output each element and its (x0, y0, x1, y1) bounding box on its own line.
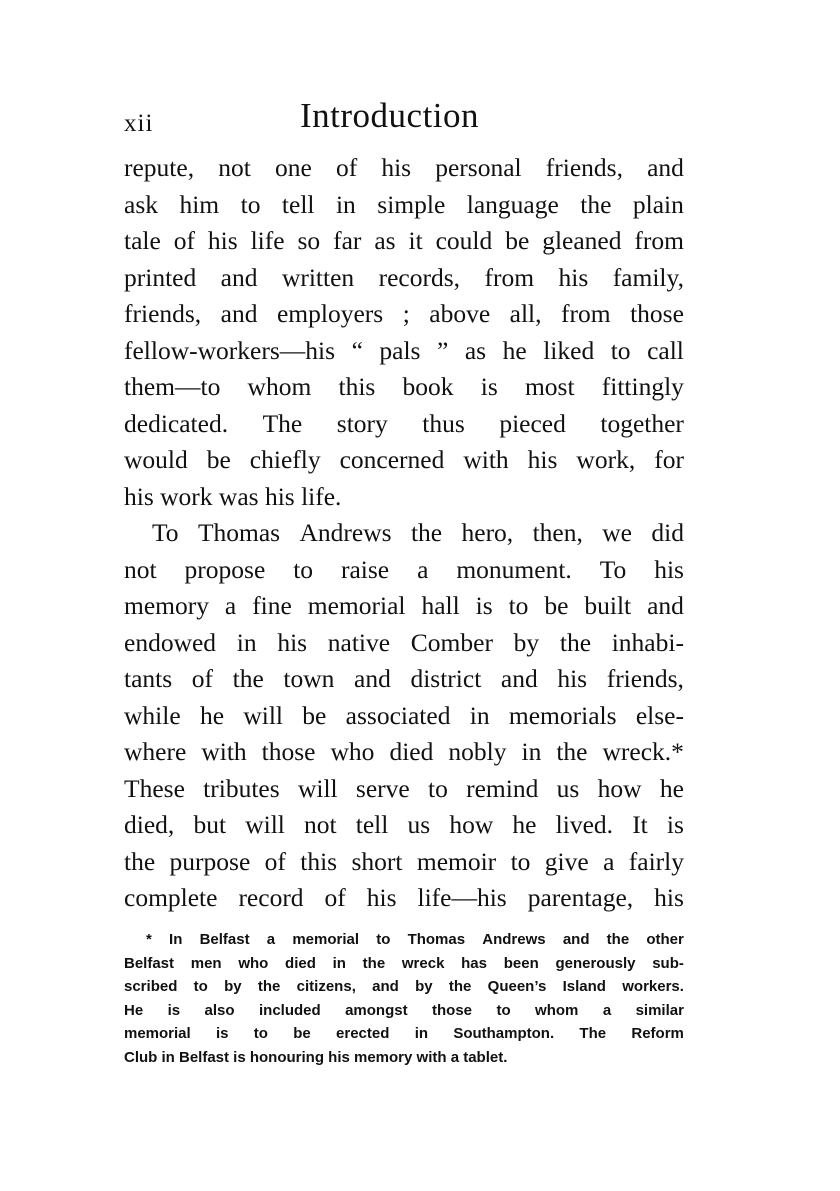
word: pals (379, 335, 421, 365)
word: will (243, 700, 283, 730)
word: tell (281, 189, 315, 219)
word: his (654, 554, 684, 584)
word: his (366, 883, 397, 912)
word: memory (124, 591, 209, 620)
word: how (449, 810, 494, 839)
word: whom (247, 372, 312, 401)
word: to (293, 554, 314, 584)
word: so (297, 226, 321, 255)
word: Thomas (407, 931, 466, 948)
word: native (327, 627, 391, 657)
body-line (124, 296, 684, 333)
word: lived. (555, 810, 614, 839)
body-line (124, 260, 684, 297)
word: “ (351, 335, 363, 365)
word: a (417, 554, 429, 584)
word: thus (422, 408, 465, 438)
word: work, (576, 445, 636, 474)
body-line (124, 515, 684, 552)
word: monument. (456, 554, 572, 584)
word: is (167, 1001, 181, 1019)
word: Queen’s (487, 978, 547, 995)
word: ; (402, 299, 410, 328)
word: he (502, 335, 527, 365)
word: The (579, 1025, 607, 1042)
word: to (253, 1025, 268, 1042)
word: be (206, 445, 231, 474)
word: Southampton. (453, 1025, 555, 1042)
page-number: xii (124, 110, 154, 137)
word: gleaned (542, 226, 622, 255)
word: friends, (545, 153, 623, 182)
word: the (410, 518, 443, 547)
word: has (461, 954, 487, 972)
word: and (372, 978, 399, 995)
word: is (475, 591, 493, 620)
word: us (556, 773, 580, 803)
word: is (480, 372, 498, 401)
word: built (584, 591, 632, 620)
running-head (124, 96, 684, 142)
word: Comber (410, 627, 493, 657)
word: parentage, (527, 883, 634, 912)
word: those (432, 1001, 473, 1019)
word: the (606, 931, 630, 948)
word: died (285, 954, 316, 972)
word: friends, (124, 299, 202, 328)
word: did (651, 518, 684, 547)
word: remind (466, 773, 539, 803)
word: tale (124, 226, 161, 255)
word: Belfast (124, 954, 175, 972)
word: pieced (499, 408, 566, 438)
word: employers (276, 299, 384, 328)
word: Island (562, 978, 606, 995)
word: the (124, 846, 156, 876)
word: printed (124, 262, 197, 292)
word: the (362, 954, 386, 972)
word: to (428, 773, 448, 803)
footnote-line: Club in Belfast is honouring his memory with a tablet. (124, 1048, 508, 1066)
word: and (647, 153, 684, 182)
word: tell (355, 810, 389, 839)
word: simple (377, 189, 446, 219)
word: erected (336, 1025, 390, 1042)
word: be (302, 700, 327, 730)
word: endowed (124, 627, 217, 657)
word: a (602, 1001, 612, 1019)
word: repute, (124, 153, 195, 182)
word: his (277, 627, 308, 657)
footnote-line (124, 1022, 684, 1046)
word: we (602, 518, 632, 547)
word: far (333, 226, 362, 255)
word: of (173, 226, 195, 255)
word: purpose (169, 846, 251, 876)
word: dedicated. (124, 408, 229, 438)
word: record (238, 883, 304, 912)
body-line (124, 150, 684, 187)
body-line (124, 369, 684, 406)
word: his (381, 153, 412, 182)
word: family, (612, 262, 684, 292)
word: book (402, 372, 454, 401)
word: town (283, 664, 335, 693)
footnote (124, 928, 684, 1069)
word: To (152, 518, 179, 547)
word: how (597, 773, 642, 803)
word: died (389, 737, 434, 766)
word: included (258, 1001, 321, 1019)
word: as (464, 335, 487, 365)
word: the (232, 664, 264, 693)
word: with (463, 445, 509, 474)
word: Andrews (299, 518, 392, 547)
word: district (410, 664, 482, 693)
word: from (484, 262, 535, 292)
body-line (124, 406, 684, 443)
word: Andrews (482, 931, 546, 948)
running-title: Introduction (300, 96, 480, 135)
word: in (414, 1025, 429, 1042)
word: and (220, 299, 258, 328)
word: the (448, 978, 472, 995)
footnote-line (124, 999, 684, 1023)
body-line: his work was his life. (124, 481, 342, 511)
word: associated (345, 700, 451, 730)
body-line (124, 333, 684, 370)
word: them—to (124, 372, 221, 401)
word: fittingly (601, 372, 684, 401)
word: in (521, 737, 542, 766)
word: where (124, 737, 187, 766)
word: in (332, 954, 346, 972)
word: to (496, 1001, 511, 1019)
word: wreck (401, 954, 445, 972)
word: and (500, 664, 538, 693)
word: is (666, 810, 684, 839)
word: his (207, 226, 238, 255)
word: in (335, 189, 356, 219)
word: be (293, 1025, 311, 1042)
word: then, (532, 518, 583, 547)
word: of (191, 664, 214, 693)
word: nobly (448, 737, 507, 766)
word: tributes (203, 773, 280, 803)
word: personal (435, 153, 522, 182)
word: the (257, 978, 281, 995)
word: else- (635, 700, 684, 730)
word: short (351, 846, 403, 876)
word: is (215, 1025, 229, 1042)
word: wreck.* (602, 737, 684, 766)
body-line (124, 588, 684, 625)
word: chiefly (249, 445, 321, 474)
word: of (264, 846, 286, 876)
word: also (204, 1001, 235, 1019)
word: his (557, 664, 588, 693)
word: ” (437, 335, 449, 365)
word: friends, (606, 664, 684, 693)
word: in (236, 627, 257, 657)
word: not (218, 153, 251, 182)
word: call (647, 335, 684, 365)
word: scribed (124, 978, 178, 995)
word: but (193, 810, 227, 839)
word: generously (555, 954, 636, 972)
word: concerned (339, 445, 445, 474)
body-line (124, 223, 684, 260)
word: will (297, 773, 338, 803)
word: life—his (417, 883, 507, 912)
word: a (603, 846, 615, 876)
word: this (338, 372, 376, 401)
word: for (654, 445, 684, 474)
word: with (201, 737, 247, 766)
word: fellow-workers—his (124, 335, 336, 365)
word: the (559, 627, 592, 657)
word: memoir (416, 846, 497, 876)
word: plain (632, 189, 684, 219)
word: those (630, 299, 684, 328)
word: of (335, 153, 358, 182)
word: a (266, 931, 276, 948)
word: he (199, 700, 225, 730)
word: the (556, 737, 588, 766)
word: his (558, 262, 589, 292)
word: together (600, 408, 684, 438)
body-line (124, 771, 684, 808)
word: The (262, 408, 303, 438)
word: raise (340, 554, 390, 584)
word: by (513, 627, 540, 657)
word: citizens, (296, 978, 356, 995)
word: similar (635, 1001, 684, 1019)
word: liked (543, 335, 595, 365)
body-line (124, 552, 684, 589)
word: Belfast (199, 931, 250, 948)
footnote-line (124, 928, 684, 952)
word: other (646, 931, 684, 948)
word: the (580, 189, 612, 219)
body-line (124, 807, 684, 844)
word: not (124, 554, 157, 584)
word: he (659, 773, 684, 803)
word: and (354, 664, 391, 693)
word: These (124, 773, 185, 803)
word: hero, (461, 518, 514, 547)
word: to (240, 189, 261, 219)
word: will (245, 810, 285, 839)
word: above (429, 299, 491, 328)
body-line (124, 880, 684, 917)
body-line (124, 442, 684, 479)
word: all, (509, 299, 542, 328)
word: hall (421, 591, 460, 620)
word: story (336, 408, 388, 438)
word: by (415, 978, 433, 995)
word: those (261, 737, 316, 766)
body-line (124, 734, 684, 771)
word: fairly (628, 846, 684, 876)
word: while (124, 700, 181, 730)
word: his (527, 445, 558, 474)
word: propose (184, 554, 266, 584)
word: fine (252, 591, 292, 620)
word: It (632, 810, 648, 839)
word: be (505, 226, 530, 255)
word: whom (535, 1001, 579, 1019)
word: one (274, 153, 312, 182)
word: us (407, 810, 431, 839)
word: In (169, 931, 183, 948)
word: written (281, 262, 355, 292)
word: from (634, 226, 684, 255)
word: most (524, 372, 575, 401)
word: He (124, 1001, 144, 1019)
word: sub- (652, 954, 684, 972)
word: his (654, 883, 684, 912)
word: a (224, 591, 237, 620)
word: memorial (307, 591, 406, 620)
word: Reform (631, 1025, 684, 1042)
word: tants (124, 664, 173, 693)
word: Thomas (197, 518, 281, 547)
footnote-line (124, 952, 684, 976)
body-line (124, 844, 684, 881)
body-line (124, 187, 684, 224)
word: been (503, 954, 539, 972)
word: not (304, 810, 337, 839)
word: amongst (345, 1001, 408, 1019)
word: could (435, 226, 493, 255)
word: records, (378, 262, 461, 292)
word: and (220, 262, 258, 292)
word: ask (124, 189, 158, 219)
word: who (238, 954, 269, 972)
word: it (408, 226, 423, 255)
word: to (193, 978, 208, 995)
word: memorial (292, 931, 360, 948)
word: to (510, 846, 531, 876)
word: * (146, 931, 152, 948)
body-line (124, 661, 684, 698)
word: memorial (124, 1025, 191, 1042)
word: be (544, 591, 569, 620)
word: and (647, 591, 684, 620)
word: inhabi- (611, 627, 684, 657)
word: give (544, 846, 589, 876)
word: to (376, 931, 391, 948)
word: this (300, 846, 338, 876)
word: to (610, 335, 631, 365)
footnote-line (124, 975, 684, 999)
word: men (190, 954, 222, 972)
word: to (508, 591, 529, 620)
word: memorials (508, 700, 617, 730)
word: who (330, 737, 375, 766)
word: workers. (622, 978, 684, 995)
word: by (224, 978, 242, 995)
word: in (469, 700, 490, 730)
word: died, (124, 810, 175, 839)
word: and (562, 931, 590, 948)
word: he (512, 810, 537, 839)
word: as (374, 226, 396, 255)
word: language (466, 189, 559, 219)
word: serve (355, 773, 410, 803)
word: life (250, 226, 285, 255)
word: from (561, 299, 611, 328)
word: would (124, 445, 188, 474)
word: complete (124, 883, 218, 912)
word: To (599, 554, 627, 584)
word: him (179, 189, 220, 219)
body-line (124, 625, 684, 662)
body-text (124, 150, 684, 917)
word: of (324, 883, 346, 912)
body-line (124, 698, 684, 735)
